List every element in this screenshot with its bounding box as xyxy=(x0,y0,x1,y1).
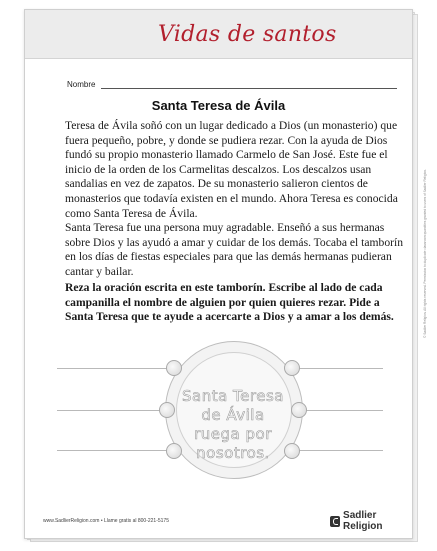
header-title: Vidas de santos xyxy=(158,22,337,47)
name-write-line[interactable] xyxy=(101,88,397,89)
write-line[interactable] xyxy=(291,368,383,369)
write-line[interactable] xyxy=(57,410,167,411)
write-line[interactable] xyxy=(57,368,175,369)
brand-name: Sadlier Religion xyxy=(343,510,383,532)
prayer-line: Santa Teresa xyxy=(182,387,284,405)
paragraph-intro: Teresa de Ávila soñó con un lugar dedicado a Dios (un monasterio) que fuera pequeño, pobre, y donde se pudiera rezar. Con la ayuda de Dios fundó su propio monasterio llamado Carmelo de San José. Este fue el inicio de la orden de los Carmelitas descalzos. Los descalzos usan sandalias en vez de zapatos. De su monasterio salieron cientos de monasterios que todavía existen en el mundo. Ahora Teresa es conocida como Santa Teresa de Ávila. xyxy=(65,119,398,220)
prayer-trace-text xyxy=(170,387,296,463)
header-band xyxy=(25,10,412,59)
tambourine-bell xyxy=(166,360,182,376)
tambourine-bell xyxy=(284,360,300,376)
paragraph-instructions: Reza la oración escrita en este tamborín. Escribe al lado de cada campanilla el nombre de alguien por quien quieres rezar. Pide a Santa Teresa que te ayude a acercarte a Dios y a amar a los demás. xyxy=(65,281,394,324)
copyright-side-note: © Sadlier Religion. All rights reserved. Permission to duplicate classroom quantities granted to users of Sadlier Religion. xyxy=(423,169,427,338)
sadlier-logo xyxy=(330,510,412,532)
write-line[interactable] xyxy=(291,450,383,451)
worksheet-page xyxy=(24,9,427,539)
prayer-line: de Ávila xyxy=(201,406,265,424)
name-label: Nombre xyxy=(67,80,96,89)
write-line[interactable] xyxy=(57,450,175,451)
sadlier-logo-icon xyxy=(330,516,340,527)
prayer-line: nosotros. xyxy=(196,444,270,462)
paragraph-personality: Santa Teresa fue una persona muy agradable. Enseñó a sus hermanas sobre Dios y las ayudó a amar y cuidar de los demás. Tocaba el tamborín en los días de fiestas especiales para que las demás hermanas pudieran cantar y bailar. xyxy=(65,221,403,278)
footer-phone: • Llame gratis al 800-221-5175 xyxy=(100,518,169,524)
footer-website[interactable]: www.SadlierReligion.com xyxy=(43,518,100,524)
write-line[interactable] xyxy=(299,410,383,411)
footer-contact xyxy=(43,518,169,524)
worksheet-title: Santa Teresa de Ávila xyxy=(151,98,286,113)
prayer-line: ruega por xyxy=(194,425,272,443)
name-row xyxy=(67,80,397,92)
